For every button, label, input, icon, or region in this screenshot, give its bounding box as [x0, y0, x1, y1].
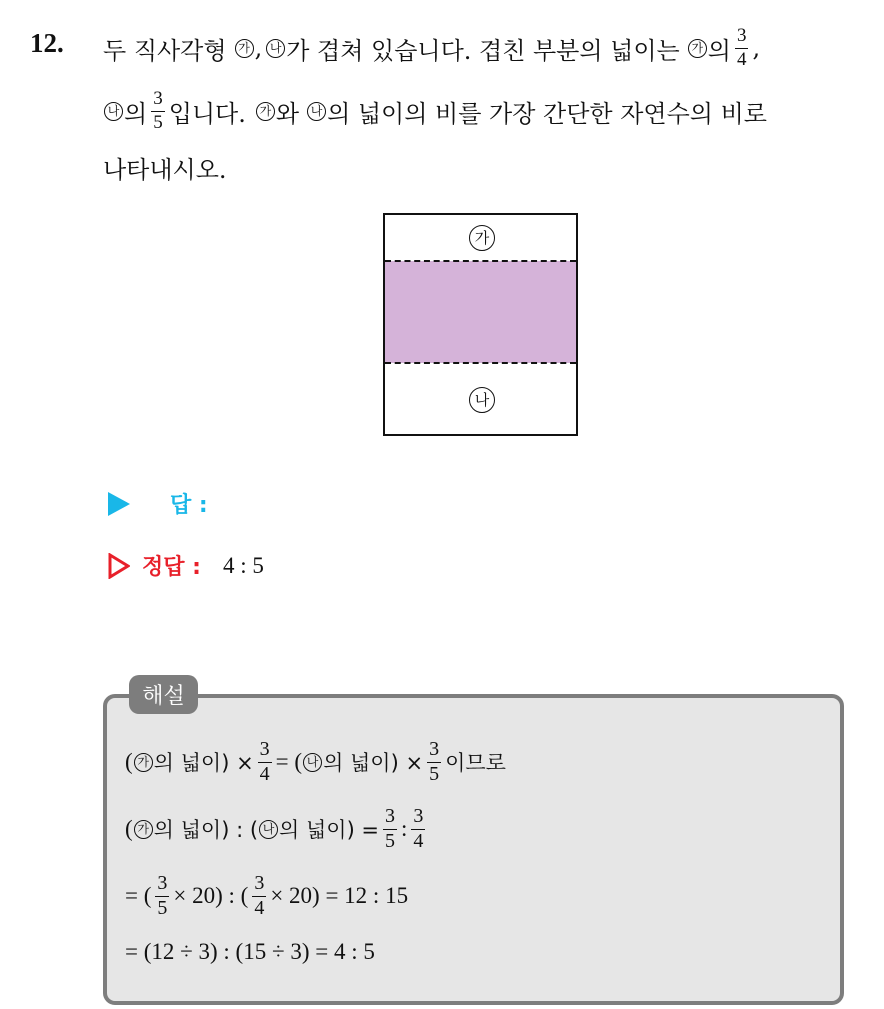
label-na-circle: 나 — [303, 753, 322, 772]
question-text: 의 넓이의 비를 가장 간단한 자연수의 비로 — [327, 99, 767, 128]
fraction-denominator: 5 — [157, 897, 168, 919]
solution-text: 의 넓이) = — [279, 818, 380, 842]
solution-tab: 해설 — [129, 675, 198, 714]
solution-line-1 — [125, 734, 506, 790]
solution-line-3 — [125, 868, 408, 924]
question-text: 와 — [275, 99, 300, 128]
question-line-2 — [103, 86, 767, 136]
solution-text: = ( — [125, 883, 152, 908]
question-text: 나타내시오. — [103, 155, 227, 184]
fraction — [258, 739, 272, 785]
solution-text: × 20) = 12 : 15 — [270, 883, 409, 908]
solution-text: : — [401, 816, 408, 841]
label-na-circle: 나 — [104, 102, 123, 121]
correct-answer-value: 4 : 5 — [222, 552, 264, 578]
solution-text: 이므로 — [445, 751, 506, 775]
solution-text: 의 넓이) × — [153, 751, 254, 775]
fraction-numerator: 3 — [157, 872, 168, 894]
fraction-denominator: 5 — [385, 830, 396, 852]
fraction-three-fifths — [151, 89, 165, 133]
fraction-denominator: 5 — [153, 112, 163, 133]
dashed-line-bottom — [385, 362, 576, 364]
fraction-numerator: 3 — [254, 872, 265, 894]
fraction-numerator: 3 — [736, 25, 747, 47]
answer-row — [108, 488, 208, 519]
solution-text: = (12 ÷ 3) : (15 ÷ 3) = 4 : 5 — [125, 939, 375, 964]
label-na-circle: 나 — [266, 39, 285, 58]
fraction-numerator: 3 — [429, 738, 440, 760]
figure-label-ga — [468, 225, 496, 251]
fraction — [155, 873, 169, 919]
fraction-numerator: 3 — [153, 88, 163, 110]
label-ga-circle: 가 — [235, 39, 254, 58]
solution-text: × 20) : ( — [173, 883, 249, 908]
fraction-denominator: 5 — [429, 763, 440, 785]
label-ga-circle: 가 — [134, 820, 153, 839]
fraction-denominator: 4 — [413, 830, 424, 852]
question-text: , — [254, 34, 263, 62]
solution-line-4 — [125, 936, 375, 968]
solution-text: = ( — [275, 749, 303, 774]
fraction-three-quarters — [735, 26, 749, 70]
answer-label: 답 : — [170, 493, 208, 518]
solution-line-2 — [125, 801, 429, 857]
question-line-3 — [103, 150, 227, 184]
label-na-circle: 나 — [307, 102, 326, 121]
label-ga-circle: 가 — [256, 102, 275, 121]
correct-answer-row — [108, 550, 264, 581]
solution-text: 의 넓이) × — [323, 751, 424, 775]
fraction — [427, 739, 441, 785]
solution-text: ( — [125, 816, 133, 841]
label-ga-circle: 가 — [688, 39, 707, 58]
label-ga-circle: 가 — [134, 753, 153, 772]
fraction — [252, 873, 266, 919]
correct-answer-label: 정답 : — [142, 555, 201, 580]
dashed-line-top — [385, 260, 576, 262]
fraction-denominator: 4 — [254, 897, 265, 919]
label-na-circle: 나 — [469, 387, 495, 413]
question-text: 입니다. — [168, 99, 246, 128]
outline-triangle-icon — [108, 553, 130, 579]
fraction — [383, 806, 397, 852]
fraction-denominator: 4 — [736, 49, 747, 70]
play-triangle-icon — [108, 492, 130, 516]
solution-text: ( — [125, 749, 133, 774]
question-text: 의 — [124, 99, 148, 128]
question-text: 가 겹쳐 있습니다. 겹친 부분의 넓이는 — [286, 36, 680, 65]
question-number: 12. — [30, 28, 64, 58]
fraction — [411, 806, 425, 852]
label-na-circle: 나 — [259, 820, 278, 839]
fraction-denominator: 4 — [259, 763, 270, 785]
fraction-numerator: 3 — [413, 805, 424, 827]
question-text: , — [752, 34, 761, 62]
figure-label-na — [468, 387, 496, 413]
question-text: 두 직사각형 — [103, 36, 227, 65]
fraction-numerator: 3 — [259, 738, 270, 760]
solution-text: 의 넓이) : ( — [153, 818, 259, 842]
question-line-1 — [103, 26, 760, 70]
question-text: 의 — [707, 36, 731, 65]
label-ga-circle: 가 — [469, 225, 495, 251]
fraction-numerator: 3 — [385, 805, 396, 827]
